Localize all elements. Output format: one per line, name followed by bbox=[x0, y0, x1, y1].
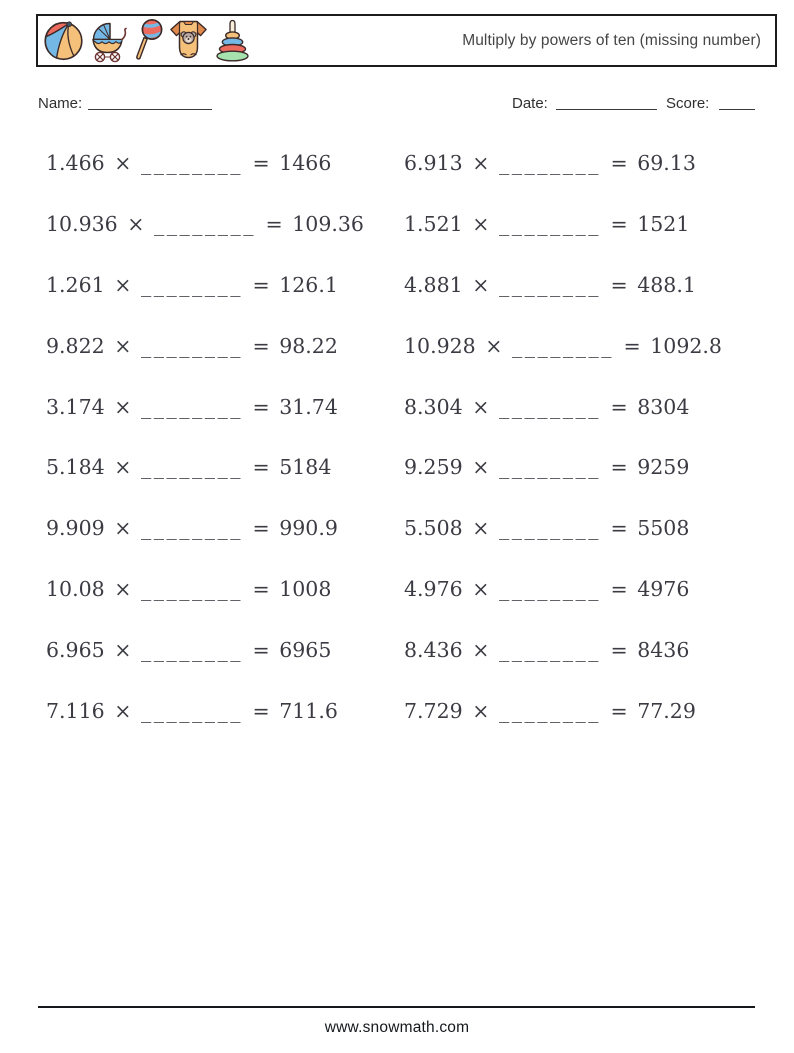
times-sign: × bbox=[114, 638, 132, 663]
factor-value: 4.881 bbox=[404, 272, 463, 297]
equals-sign: = bbox=[610, 516, 628, 541]
factor-value: 8.304 bbox=[404, 394, 463, 419]
answer-blank: ________ bbox=[140, 455, 243, 480]
answer-blank: ________ bbox=[140, 272, 243, 297]
problem-row bbox=[46, 377, 364, 438]
product-value: 77.29 bbox=[637, 699, 696, 724]
answer-blank: ________ bbox=[140, 699, 243, 724]
problem-row bbox=[404, 194, 722, 255]
problem-row bbox=[404, 437, 722, 498]
times-sign: × bbox=[114, 516, 132, 541]
equals-sign: = bbox=[252, 577, 270, 602]
problem-row bbox=[46, 559, 364, 620]
factor-value: 5.508 bbox=[404, 516, 463, 541]
factor-value: 3.174 bbox=[46, 394, 105, 419]
times-sign: × bbox=[114, 333, 132, 358]
times-sign: × bbox=[114, 272, 132, 297]
factor-value: 9.909 bbox=[46, 516, 105, 541]
answer-blank: ________ bbox=[498, 577, 601, 602]
times-sign: × bbox=[114, 699, 132, 724]
problem-row bbox=[46, 133, 364, 194]
equals-sign: = bbox=[252, 516, 270, 541]
problem-row bbox=[46, 437, 364, 498]
equals-sign: = bbox=[610, 577, 628, 602]
equals-sign: = bbox=[610, 151, 628, 175]
product-value: 488.1 bbox=[637, 272, 696, 297]
answer-blank: ________ bbox=[498, 699, 601, 724]
times-sign: × bbox=[114, 151, 132, 175]
answer-blank: ________ bbox=[498, 394, 601, 419]
times-sign: × bbox=[114, 455, 132, 480]
factor-value: 8.436 bbox=[404, 638, 463, 663]
product-value: 5184 bbox=[279, 455, 332, 480]
equals-sign: = bbox=[252, 272, 270, 297]
name-label: Name: bbox=[38, 95, 83, 112]
factor-value: 6.965 bbox=[46, 638, 105, 663]
times-sign: × bbox=[472, 394, 490, 419]
name-blank-line bbox=[88, 96, 212, 110]
date-blank-line bbox=[556, 96, 657, 110]
times-sign: × bbox=[114, 577, 132, 602]
date-label: Date: bbox=[512, 95, 548, 112]
equals-sign: = bbox=[610, 211, 628, 236]
lollipop-icon bbox=[132, 18, 164, 63]
problem-row bbox=[404, 377, 722, 438]
answer-blank: ________ bbox=[153, 211, 256, 236]
factor-value: 9.259 bbox=[404, 455, 463, 480]
equals-sign: = bbox=[252, 699, 270, 724]
answer-blank: ________ bbox=[498, 211, 601, 236]
worksheet-title: Multiply by powers of ten (missing number) bbox=[462, 31, 761, 49]
answer-blank: ________ bbox=[140, 333, 243, 358]
problem-row bbox=[404, 255, 722, 316]
equals-sign: = bbox=[252, 394, 270, 419]
equals-sign: = bbox=[252, 333, 270, 358]
website-url: www.snowmath.com bbox=[324, 1019, 470, 1036]
answer-blank: ________ bbox=[498, 151, 601, 175]
product-value: 5508 bbox=[637, 516, 690, 541]
times-sign: × bbox=[485, 333, 503, 358]
answer-blank: ________ bbox=[498, 455, 601, 480]
problem-row bbox=[404, 620, 722, 681]
problem-row bbox=[404, 316, 722, 377]
times-sign: × bbox=[472, 211, 490, 236]
answer-blank: ________ bbox=[498, 638, 601, 663]
problem-row bbox=[404, 498, 722, 559]
answer-blank: ________ bbox=[498, 516, 601, 541]
problem-row bbox=[46, 620, 364, 681]
answer-blank: ________ bbox=[140, 638, 243, 663]
equals-sign: = bbox=[610, 455, 628, 480]
product-value: 6965 bbox=[279, 638, 332, 663]
factor-value: 5.184 bbox=[46, 455, 105, 480]
equals-sign: = bbox=[623, 333, 641, 358]
equals-sign: = bbox=[252, 638, 270, 663]
times-sign: × bbox=[472, 638, 490, 663]
product-value: 69.13 bbox=[637, 151, 696, 175]
equals-sign: = bbox=[252, 151, 270, 175]
product-value: 1092.8 bbox=[650, 333, 722, 358]
problems-column-left bbox=[46, 133, 364, 742]
equals-sign: = bbox=[610, 394, 628, 419]
times-sign: × bbox=[127, 211, 145, 236]
equals-sign: = bbox=[610, 638, 628, 663]
factor-value: 7.729 bbox=[404, 699, 463, 724]
answer-blank: ________ bbox=[511, 333, 614, 358]
factor-value: 4.976 bbox=[404, 577, 463, 602]
problems-column-right bbox=[404, 133, 722, 742]
answer-blank: ________ bbox=[498, 272, 601, 297]
product-value: 8436 bbox=[637, 638, 690, 663]
factor-value: 10.08 bbox=[46, 577, 105, 602]
times-sign: × bbox=[472, 151, 490, 175]
product-value: 9259 bbox=[637, 455, 690, 480]
beach-ball-icon bbox=[43, 18, 84, 63]
product-value: 8304 bbox=[637, 394, 690, 419]
times-sign: × bbox=[472, 516, 490, 541]
footer-divider bbox=[38, 1006, 755, 1008]
product-value: 1521 bbox=[637, 211, 690, 236]
factor-value: 1.261 bbox=[46, 272, 105, 297]
answer-blank: ________ bbox=[140, 516, 243, 541]
problem-row bbox=[46, 681, 364, 742]
times-sign: × bbox=[472, 455, 490, 480]
product-value: 98.22 bbox=[279, 333, 338, 358]
score-blank-line bbox=[719, 96, 755, 110]
times-sign: × bbox=[472, 577, 490, 602]
answer-blank: ________ bbox=[140, 394, 243, 419]
product-value: 990.9 bbox=[279, 516, 338, 541]
score-label: Score: bbox=[666, 95, 710, 112]
factor-value: 10.936 bbox=[46, 211, 118, 236]
times-sign: × bbox=[472, 272, 490, 297]
problem-row bbox=[46, 255, 364, 316]
product-value: 1466 bbox=[279, 151, 332, 175]
answer-blank: ________ bbox=[140, 577, 243, 602]
factor-value: 1.466 bbox=[46, 151, 105, 175]
baby-onesie-icon bbox=[169, 18, 208, 63]
product-value: 109.36 bbox=[292, 211, 364, 236]
toy-icons-row bbox=[43, 18, 252, 63]
factor-value: 10.928 bbox=[404, 333, 476, 358]
equals-sign: = bbox=[252, 455, 270, 480]
factor-value: 9.822 bbox=[46, 333, 105, 358]
product-value: 711.6 bbox=[279, 699, 338, 724]
times-sign: × bbox=[472, 699, 490, 724]
product-value: 4976 bbox=[637, 577, 690, 602]
problem-row bbox=[404, 559, 722, 620]
equals-sign: = bbox=[265, 211, 283, 236]
equals-sign: = bbox=[610, 699, 628, 724]
factor-value: 6.913 bbox=[404, 151, 463, 175]
stacking-rings-icon bbox=[213, 18, 252, 63]
equals-sign: = bbox=[610, 272, 628, 297]
header-box bbox=[36, 14, 777, 67]
times-sign: × bbox=[114, 394, 132, 419]
product-value: 31.74 bbox=[279, 394, 338, 419]
problem-row bbox=[46, 498, 364, 559]
factor-value: 1.521 bbox=[404, 211, 463, 236]
baby-pram-icon bbox=[89, 18, 127, 63]
factor-value: 7.116 bbox=[46, 699, 105, 724]
product-value: 126.1 bbox=[279, 272, 338, 297]
problem-row bbox=[46, 194, 364, 255]
problem-row bbox=[404, 681, 722, 742]
product-value: 1008 bbox=[279, 577, 332, 602]
problem-row bbox=[404, 133, 722, 194]
problem-row bbox=[46, 316, 364, 377]
answer-blank: ________ bbox=[140, 151, 243, 175]
